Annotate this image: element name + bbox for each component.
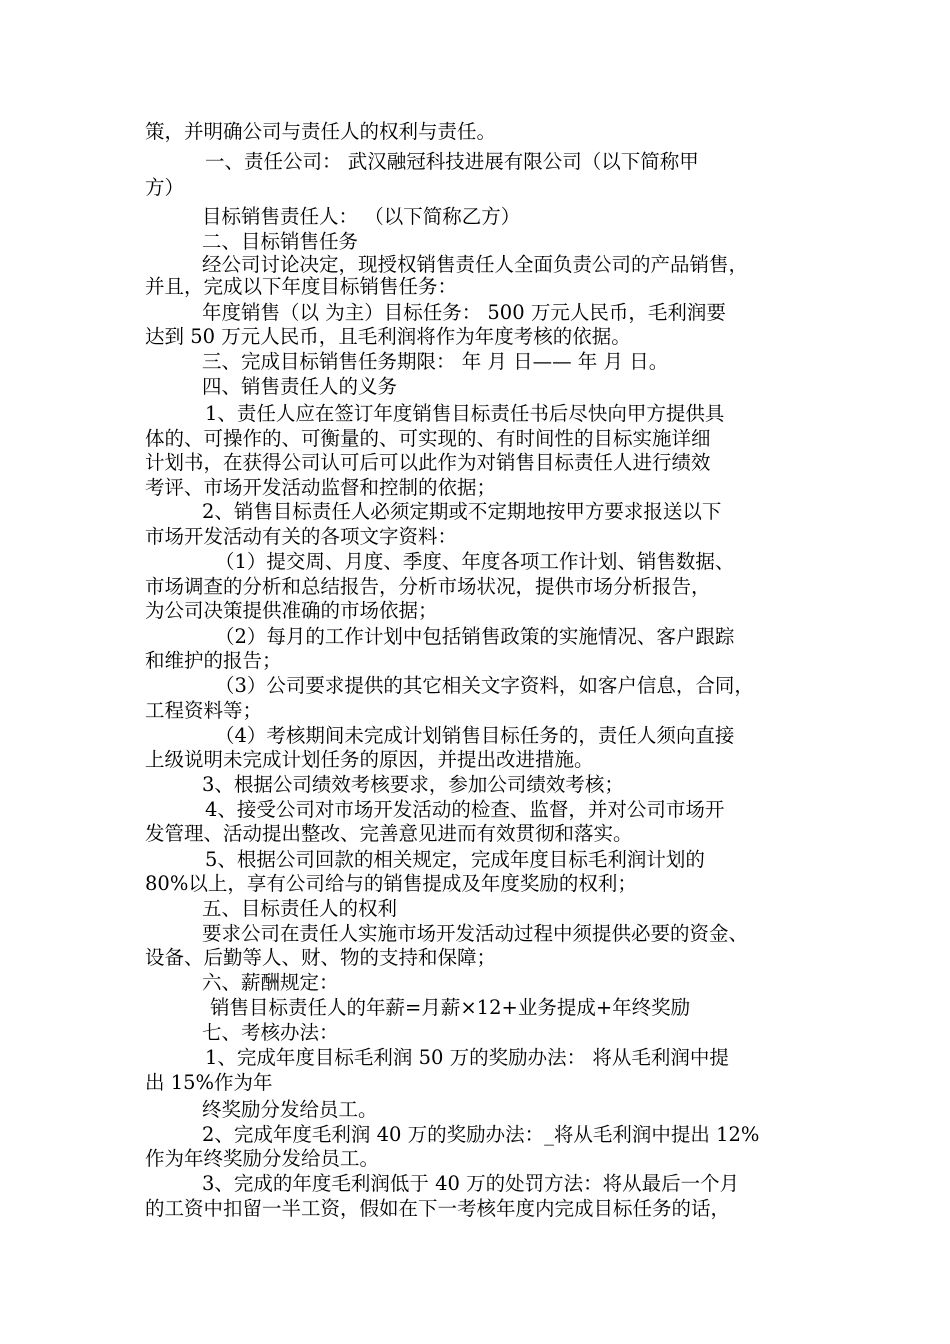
section-heading: 六、薪酬规定： xyxy=(202,971,339,994)
list-item: （3）公司要求提供的其它相关文字资料，如客户信息，合同， xyxy=(215,674,754,697)
text-line: 作为年终奖励分发给员工。 xyxy=(145,1147,380,1170)
text-line: 3、完成的年度毛利润低于 40 万的处罚方法：将从最后一个月 xyxy=(202,1172,740,1195)
text-line: 并且，完成以下年度目标销售任务： xyxy=(145,275,458,298)
text-line: 上级说明未完成计划任务的原因，并提出改进措施。 xyxy=(145,748,594,771)
section-heading: 一、责任公司： 武汉融冠科技进展有限公司（以下简称甲 xyxy=(205,150,699,173)
text-line: 3、根据公司绩效考核要求，参加公司绩效考核； xyxy=(202,773,624,796)
text-line: 考评、市场开发活动监督和控制的依据； xyxy=(145,476,497,499)
text-line: 出 15%作为年 xyxy=(145,1071,273,1094)
text-line: 计划书，在获得公司认可后可以此作为对销售目标责任人进行绩效 xyxy=(145,451,711,474)
text-line: 为公司决策提供准确的市场依据； xyxy=(145,599,438,622)
text-line: 1、完成年度目标毛利润 50 万的奖励办法： 将从毛利润中提 xyxy=(205,1046,729,1069)
text-line: 和维护的报告； xyxy=(145,649,282,672)
section-heading: 三、完成目标销售任务期限： 年 月 日—— 年 月 日。 xyxy=(202,350,669,373)
text-line: 终奖励分发给员工。 xyxy=(202,1098,378,1121)
text-line: 4、接受公司对市场开发活动的检查、监督，并对公司市场开 xyxy=(205,798,725,821)
text-line: 年度销售（以 为主）目标任务： 500 万元人民币，毛利润要 xyxy=(202,301,726,324)
text-line: 经公司讨论决定，现授权销售责任人全面负责公司的产品销售， xyxy=(202,253,749,276)
text-line: 要求公司在责任人实施市场开发活动过程中须提供必要的资金、 xyxy=(202,922,749,945)
text-line: 的工资中扣留一半工资，假如在下一考核年度内完成目标任务的话， xyxy=(145,1197,731,1220)
text-line: 2、完成年度毛利润 40 万的奖励办法：_将从毛利润中提出 12% xyxy=(202,1123,760,1146)
text-line: 5、根据公司回款的相关规定，完成年度目标毛利润计划的 xyxy=(205,848,705,871)
section-heading: 七、考核办法： xyxy=(202,1021,339,1044)
text-line: 80%以上，享有公司给与的销售提成及年度奖励的权利； xyxy=(145,872,637,895)
text-line: 工程资料等； xyxy=(145,699,263,722)
list-item: （1）提交周、月度、季度、年度各项工作计划、销售数据、 xyxy=(215,550,735,573)
text-line: 市场开发活动有关的各项文字资料： xyxy=(145,525,458,548)
list-item: （2）每月的工作计划中包括销售政策的实施情况、客户跟踪 xyxy=(215,625,735,648)
text-line: 设备、后勤等人、财、物的支持和保障； xyxy=(145,946,497,969)
text-line: 目标销售责任人： （以下简称乙方） xyxy=(202,205,521,228)
text-line: 市场调查的分析和总结报告，分析市场状况，提供市场分析报告， xyxy=(145,575,711,598)
text-line: 1、责任人应在签订年度销售目标责任书后尽快向甲方提供具 xyxy=(205,402,725,425)
text-line: 体的、可操作的、可衡量的、可实现的、有时间性的目标实施详细 xyxy=(145,427,711,450)
text-line: 达到 50 万元人民币，且毛利润将作为年度考核的依据。 xyxy=(145,325,631,348)
text-line: 2、销售目标责任人必须定期或不定期地按甲方要求报送以下 xyxy=(202,500,722,523)
text-line: 策，并明确公司与责任人的权利与责任。 xyxy=(145,120,497,143)
section-heading: 二、目标销售任务 xyxy=(202,230,359,253)
text-line: 方） xyxy=(145,176,185,199)
list-item: （4）考核期间未完成计划销售目标任务的，责任人须向直接 xyxy=(215,724,735,747)
text-line: 销售目标责任人的年薪=月薪×12+业务提成+年终奖励 xyxy=(210,996,691,1019)
section-heading: 四、销售责任人的义务 xyxy=(202,375,398,398)
text-line: 发管理、活动提出整改、完善意见进而有效贯彻和落实。 xyxy=(145,822,633,845)
section-heading: 五、目标责任人的权利 xyxy=(202,897,398,920)
